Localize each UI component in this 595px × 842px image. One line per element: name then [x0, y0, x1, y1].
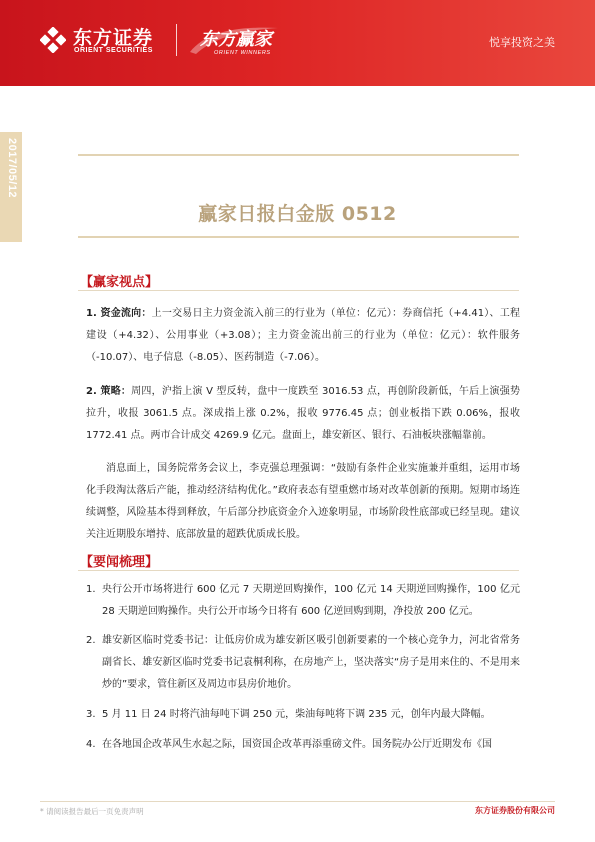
paragraph-text: 上一交易日主力资金流入前三的行业为（单位：亿元）：券商信托（+4.41）、工程建设（+4.32）、公用事业（+3.08）；主力资金流出前三的行业为（单位：亿元）：软件服务（-10.07）、电子信息（-8.05）、医药制造（-7.06）。 [86, 308, 520, 363]
news-item [86, 579, 520, 623]
title-rule [78, 236, 519, 238]
section-heading-news: 【要闻梳理】 [80, 555, 159, 570]
brand-name-en: ORIENT SECURITIES [74, 47, 153, 54]
paragraph-lead: 1. 资金流向： [86, 308, 152, 319]
news-item-text: 在各地国企改革风生水起之际，国资国企改革再添重磅文件。国务院办公厅近期发布《国 [102, 739, 492, 750]
header-banner [0, 0, 595, 86]
top-rule [78, 154, 519, 156]
paragraph-lead: 2. 策略： [86, 386, 132, 397]
news-item-number: 4. [86, 739, 96, 750]
report-title: 赢家日报白金版 0512 [198, 203, 397, 225]
header-divider [176, 24, 177, 56]
sub-brand-name-cn: 东方赢家 [200, 29, 272, 50]
news-item-number: 3. [86, 709, 96, 720]
news-item-text: 雄安新区临时党委书记：让低房价成为雄安新区吸引创新要素的一个核心竞争力，河北省常务副省长、雄安新区临时党委书记袁桐利称，在房地产上，坚决落实“房子是用来住的、不是用来炒的”要求，管住新区及周边市县房价地价。 [102, 635, 520, 690]
paragraph-strategy [86, 381, 520, 447]
news-item [86, 734, 520, 756]
footer-rule [40, 801, 555, 802]
news-item [86, 630, 520, 696]
footer-brand: 东方证券股份有限公司 [475, 806, 555, 815]
section-heading-viewpoint: 【赢家视点】 [80, 275, 159, 290]
section-underline [78, 290, 519, 291]
brand-name-cn: 东方证券 [73, 27, 154, 49]
news-item-text: 央行公开市场将进行 600 亿元 7 天期逆回购操作，100 亿元 14 天期逆回购操作，100 亿元 28 天期逆回购操作。央行公开市场今日将有 600 亿逆回购到期，净投放 200 亿元。 [102, 584, 520, 617]
news-item-number: 2. [86, 635, 96, 646]
report-date: 2017/05/12 [6, 138, 18, 199]
section-underline [78, 570, 519, 571]
news-item [86, 704, 520, 726]
orient-logo-icon [40, 27, 66, 53]
news-item-number: 1. [86, 584, 96, 595]
paragraph-fund-flow [86, 303, 520, 369]
disclaimer-note: * 请阅读报告最后一页免责声明 [40, 807, 144, 816]
news-item-text: 5 月 11 日 24 时将汽油每吨下调 250 元，柴油每吨将下调 235 元，创年内最大降幅。 [102, 709, 491, 720]
header-slogan: 悦享投资之美 [489, 36, 555, 49]
paragraph-news-analysis: 消息面上，国务院常务会议上，李克强总理强调：“鼓励有条件企业实施兼并重组，运用市场化手段淘汰落后产能，推动经济结构优化。”政府表态有望重燃市场对改革创新的预期。短期市场连续调整，风险基本得到释放，午后部分抄底资金介入迹象明显，市场阶段性底部或已经呈现。建议关注近期股东增持、底部放量的超跌优质成长股。 [86, 463, 520, 540]
paragraph-text: 周四，沪指上演 V 型反转，盘中一度跌至 3016.53 点，再创阶段新低，午后上演强势拉升，收报 3061.5 点。深成指上涨 0.2%，报收 9776.45 点；创业板指下跌 0.06%，报收 1772.41 点。两市合计成交 4269.9 亿元。盘面上，雄安新区、银行、石油板块涨幅靠前。 [86, 386, 520, 441]
sub-brand-name-en: ORIENT WINNERS [214, 50, 271, 56]
